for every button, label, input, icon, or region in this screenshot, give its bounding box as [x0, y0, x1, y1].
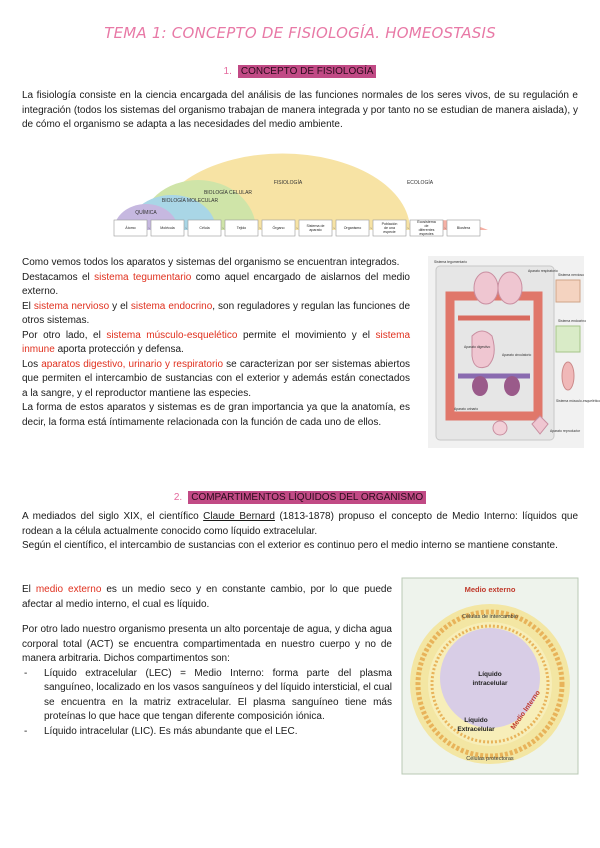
list-item: - Líquido extracelular (LEC) = Medio Interno: forma parte del plasma sanguíneo, localizado en los vasos sanguíneos y del líquido intersticial, el cual se encuentra en la matriz extracelular. El plasma sanguíneo tiene más proteínas lo que hace que tengan diferente composición iónica. — [22, 667, 392, 725]
outer-label: Medio externo — [464, 585, 516, 594]
section-1-heading — [0, 66, 600, 77]
level-box-label: Molécula — [160, 226, 175, 231]
level-arrow: › — [222, 225, 224, 231]
section-2-title: COMPARTIMENTOS LÍQUIDOS DEL ORGANISMO — [188, 491, 426, 504]
section-2-number: 2. — [173, 492, 183, 503]
page-title: TEMA 1: CONCEPTO DE FISIOLOGÍA. HOMEOSTASIS — [104, 24, 496, 42]
level-box-label: Órgano — [272, 226, 285, 231]
level-arrow: › — [259, 225, 261, 231]
level-box-label: Organismo — [343, 226, 362, 231]
highlight-sistema-musculo: sistema músculo-esquelético — [106, 329, 238, 341]
nervous-system-box — [556, 280, 580, 302]
endocrine-system-box — [556, 326, 580, 352]
level-box-label: Sistema de aparato — [306, 224, 325, 233]
level-arrow: › — [296, 225, 298, 231]
paragraph-claude-bernard: A mediados del siglo XIX, el científico Claude Bernard (1813-1878) propuso el concepto de Medio Interno: líquidos que rodean a la célula actualmente conocido como líquido extracelular. — [22, 511, 579, 537]
arc-label-quimica: QUÍMICA — [135, 210, 157, 216]
arc-label-biologia-molecular: BIOLOGÍA MOLECULAR — [161, 198, 219, 204]
level-arrow: › — [407, 225, 409, 231]
arc-label-fisiologia: FISIOLOGÍA — [273, 180, 303, 186]
arc-label-biologia-celular: BIOLOGÍA CELULAR — [203, 190, 253, 196]
intro-paragraph: La fisiología consiste en la ciencia encargada del análisis de las funciones normales de los seres vivos, de su regulación e integración (todos los sistemas del organismo trabajan de manera integrada y por tanto no se estudian de manera aislada), y de cómo el organismo se adapta a las necesidades del medio ambiente. — [22, 90, 578, 130]
muscle-shape — [562, 362, 574, 390]
protective-label: Células protectoras — [466, 756, 514, 762]
lec-label-line-2: Extracelular — [457, 726, 495, 733]
highlight-aparatos: aparatos digestivo, urinario y respiratorio — [41, 358, 224, 370]
highlight-sistema-inmune: sistema inmune — [22, 329, 410, 355]
paragraph-anatomia: La forma de estos aparatos y sistemas es de gran importancia ya que la anatomía, es decir, la forma está íntimamente relacionada con la función de cada uno de ellos. — [22, 402, 410, 428]
system-label: Aparato digestivo — [464, 345, 491, 349]
highlight-sistema-nervioso: sistema nervioso — [33, 300, 110, 312]
lic-label-line-1: Líquido — [478, 671, 502, 678]
organization-levels-figure — [110, 152, 490, 242]
system-label: Sistema nervioso — [558, 273, 585, 277]
section-1-body — [22, 256, 410, 430]
paragraph-reguladores: El sistema nervioso y el sistema endocrino, son reguladores y regulan las funciones de otros sistemas. — [22, 300, 411, 326]
paragraph-musculo-inmune: Por otro lado, el sistema músculo-esquelético permite el movimiento y el sistema inmune aporta protección y defensa. — [22, 329, 410, 355]
level-arrow: › — [444, 225, 446, 231]
internal-label: Medio Interno — [509, 689, 542, 732]
system-label: Aparato circulatorio — [502, 353, 532, 357]
body-systems-figure — [428, 256, 600, 448]
level-arrow: › — [333, 225, 335, 231]
system-label: Aparato reproductor — [550, 429, 581, 433]
lung-left — [474, 272, 498, 304]
list-item: - Líquido intracelular (LIC). Es más abundante que el LEC. — [22, 725, 392, 740]
paragraph-intercambio: Según el científico, el intercambio de sustancias con el exterior es continuo pero el medio interno se mantiene constante. — [22, 540, 558, 551]
paragraph-agua-corporal: Por otro lado nuestro organismo presenta un alto porcentaje de agua, y dicha agua corporal total (ACT) se encuentra compartimentada en nuestro cuerpo y no de manera arbitraria. Dichos compartimentos son: — [22, 624, 392, 664]
kidney-left — [472, 376, 488, 396]
scientist-name: Claude Bernard — [203, 511, 275, 522]
level-arrow: › — [370, 225, 372, 231]
level-box-label: Átomo — [125, 226, 136, 231]
system-label: Sistema endocrino — [558, 319, 587, 323]
section-1-number: 1. — [223, 66, 232, 77]
lic-label-line-2: intracelular — [472, 680, 508, 687]
level-arrow: › — [185, 225, 187, 231]
level-box-label: Tejido — [236, 226, 247, 231]
paragraph-integrated: Como vemos todos los aparatos y sistemas del organismo se encuentran integrados. — [22, 257, 400, 268]
bladder — [493, 421, 507, 435]
level-box-label: Ecosistema de diferentes especies — [417, 220, 436, 237]
level-box-label: Biosfera — [456, 226, 471, 231]
section-2-heading — [0, 492, 600, 503]
compartments-figure — [402, 578, 578, 774]
section-2-body — [22, 583, 392, 739]
paragraph-abiertos: Los aparatos digestivo, urinario y respiratorio se caracterizan por ser sistemas abiertos que permiten el intercambio de sustancias con el exterior y además están conectados a la sangre, y el reproductor mantiene las especies. — [22, 358, 410, 399]
arc-label-ecologia: ECOLOGÍA — [406, 180, 434, 186]
highlight-sistema-endocrino: sistema endocrino — [130, 300, 213, 312]
paragraph-tegumentario: Destacamos el sistema tegumentario como aquel encargado de aislarnos del medio externo. — [22, 271, 410, 297]
highlight-medio-externo: medio externo — [35, 584, 102, 595]
lung-right — [498, 272, 522, 304]
highlight-sistema-tegumentario: sistema tegumentario — [94, 271, 192, 283]
level-arrow: › — [148, 225, 150, 231]
system-label: Aparato respiratorio — [528, 269, 558, 273]
level-box-label: Célula — [199, 226, 210, 231]
system-label: Sistema tegumentario — [434, 260, 467, 264]
level-box-label: Población de una especie — [381, 222, 398, 235]
kidney-right — [504, 376, 520, 396]
section-2-intro — [22, 510, 578, 554]
system-label: Sistema músculo-esquelético — [556, 399, 600, 403]
paragraph-medio-externo: El medio externo es un medio seco y en constante cambio, por lo que puede afectar al medio interno, el cual es líquido. — [22, 584, 393, 610]
stomach — [472, 331, 494, 368]
section-1-title: CONCEPTO DE FISIOLOGÍA — [238, 65, 377, 78]
lec-label-line-1: Líquido — [464, 717, 488, 724]
exchange-label: Células de intercambio — [462, 614, 518, 620]
system-label: Aparato urinario — [454, 407, 479, 411]
compartments-list — [22, 667, 392, 740]
